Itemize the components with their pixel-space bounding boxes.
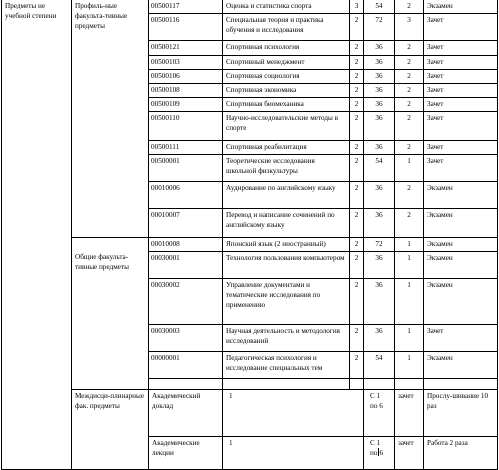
course-assessment: Зачет xyxy=(424,155,498,182)
curriculum-table xyxy=(1,0,498,470)
interdisc-assessment: зачет xyxy=(395,437,424,470)
course-name: Научно-исследовательские методы в спорте xyxy=(223,112,350,141)
course-name: Теоретические исследования школьной физкультуры xyxy=(223,155,350,182)
group-cell-general xyxy=(72,238,149,390)
course-value-c: 1 xyxy=(395,238,424,252)
course-name: Спортивная психология xyxy=(223,41,350,56)
course-hours: 36 xyxy=(364,112,395,141)
course-hours: 72 xyxy=(364,238,395,252)
course-value-a: 3 xyxy=(350,0,364,14)
group-cell-profile: Профиль-ные факульта-тивные предметы xyxy=(72,0,149,238)
course-code: 00030003 xyxy=(149,325,223,352)
course-value-a: 2 xyxy=(350,252,364,279)
course-assessment: Экзамен xyxy=(424,182,498,209)
interdisc-form: Работа 2 раза xyxy=(424,437,498,470)
course-value-c: 1 xyxy=(395,155,424,182)
course-code: 00030001 xyxy=(149,252,223,279)
course-assessment: Зачет xyxy=(424,56,498,70)
course-code: 00030002 xyxy=(149,279,223,325)
course-hours: 36 xyxy=(364,84,395,98)
course-code: 00500106 xyxy=(149,70,223,84)
course-value-c: 1 xyxy=(395,279,424,325)
course-value-a: 2 xyxy=(350,209,364,238)
course-assessment: Зачет xyxy=(424,84,498,98)
course-value-a: 2 xyxy=(350,98,364,112)
table-row xyxy=(2,0,498,14)
course-name: Технология пользования компьютером xyxy=(223,252,350,279)
course-value-c: 2 xyxy=(395,182,424,209)
interdisc-ects: 1 xyxy=(223,390,364,437)
course-value-c: 2 xyxy=(395,70,424,84)
course-value-c: 2 xyxy=(395,56,424,70)
course-value-a: 2 xyxy=(350,14,364,41)
course-code: 00000001 xyxy=(149,352,223,379)
course-assessment: Зачет xyxy=(424,141,498,155)
course-code: 00500111 xyxy=(149,141,223,155)
interdisc-assessment: зачет xyxy=(395,390,424,437)
course-code: 00500109 xyxy=(149,98,223,112)
course-hours: 36 xyxy=(364,41,395,56)
course-value-a: 2 xyxy=(350,112,364,141)
course-hours: 36 xyxy=(364,182,395,209)
course-name: Оценка и статистика спорта xyxy=(223,0,350,14)
course-code: 00500110 xyxy=(149,112,223,141)
interdisc-term: С 1 по 6 xyxy=(364,390,395,437)
course-value-c: 2 xyxy=(395,98,424,112)
course-value-c: 2 xyxy=(395,84,424,98)
course-value-c: 2 xyxy=(395,209,424,238)
course-value-a: 2 xyxy=(350,84,364,98)
course-name: Управление документами и тематические исследования по применению xyxy=(223,279,350,325)
course-code: 00500001 xyxy=(149,155,223,182)
table-row xyxy=(2,390,498,406)
interdisc-ects: 1 xyxy=(223,437,364,470)
course-assessment: Зачет xyxy=(424,112,498,141)
course-value-a: 2 xyxy=(350,279,364,325)
course-hours: 54 xyxy=(364,352,395,379)
course-hours: 36 xyxy=(364,56,395,70)
course-assessment: Экзамен xyxy=(424,209,498,238)
course-hours: 36 xyxy=(364,141,395,155)
course-value-c: 2 xyxy=(395,141,424,155)
course-hours: 36 xyxy=(364,325,395,352)
course-value-c: 1 xyxy=(395,325,424,352)
course-hours: 36 xyxy=(364,98,395,112)
course-assessment: Зачет xyxy=(424,41,498,56)
course-value-a: 2 xyxy=(350,352,364,379)
course-value-a: 2 xyxy=(350,70,364,84)
course-code: 00500117 xyxy=(149,0,223,14)
course-name: Японский язык (2 иностранный) xyxy=(223,238,350,252)
course-assessment: Зачет xyxy=(424,98,498,112)
course-value-c: 1 xyxy=(395,252,424,279)
course-code: 00500103 xyxy=(149,56,223,70)
course-code: 00500121 xyxy=(149,41,223,56)
interdisc-form: Прослу-шивание 10 раз xyxy=(424,390,498,437)
interdisc-name: Академические лекции xyxy=(149,437,223,470)
course-name: Специальная теория и практика обучения и исследования xyxy=(223,14,350,41)
course-value-c: 2 xyxy=(395,112,424,141)
course-hours: 54 xyxy=(364,0,395,14)
interdisc-term: С 1 по 6 xyxy=(364,437,395,470)
course-hours: 36 xyxy=(364,209,395,238)
course-assessment: Зачет xyxy=(424,325,498,352)
course-hours: 72 xyxy=(364,14,395,41)
course-value-c: 2 xyxy=(395,41,424,56)
course-assessment: Экзамен xyxy=(424,0,498,14)
course-assessment: Экзамен xyxy=(424,279,498,325)
course-hours: 36 xyxy=(364,252,395,279)
course-hours: 54 xyxy=(364,155,395,182)
course-name: Перевод и написание сочинений по английскому языку xyxy=(223,209,350,238)
course-assessment: Экзамен xyxy=(424,238,498,252)
course-code: 00500108 xyxy=(149,84,223,98)
category-cell: Предметы не учебной степени xyxy=(2,0,72,470)
course-value-c: 3 xyxy=(395,14,424,41)
course-code: 00500116 xyxy=(149,14,223,41)
course-name: Спортивная реабилитация xyxy=(223,141,350,155)
group-cell-interdisc: Междисци-плинарные фак. предметы xyxy=(72,390,149,470)
course-value-a: 2 xyxy=(350,141,364,155)
course-code: 00010007 xyxy=(149,209,223,238)
group-general-label: Общие факульта-тивные предметы xyxy=(75,253,129,272)
course-value-a: 2 xyxy=(350,238,364,252)
course-name: Спортивная экономика xyxy=(223,84,350,98)
interdisc-name: Академический доклад xyxy=(149,390,223,437)
course-value-a: 2 xyxy=(350,325,364,352)
course-name: Педагогическая психология и исследование специальных тем xyxy=(223,352,350,379)
table-row xyxy=(2,238,498,252)
course-value-a: 2 xyxy=(350,182,364,209)
course-value-a: 2 xyxy=(350,41,364,56)
course-name: Научная деятельность и методология исследований xyxy=(223,325,350,352)
course-code: 00010008 xyxy=(149,238,223,252)
course-name: Спортивная биомеханика xyxy=(223,98,350,112)
course-name: Спортивный менеджмент xyxy=(223,56,350,70)
course-hours: 36 xyxy=(364,70,395,84)
course-value-c: 1 xyxy=(395,352,424,379)
course-assessment: Экзамен xyxy=(424,252,498,279)
course-assessment: Зачет xyxy=(424,14,498,41)
course-hours: 36 xyxy=(364,279,395,325)
course-name: Аудирование по английскому языку xyxy=(223,182,350,209)
course-value-a: 2 xyxy=(350,155,364,182)
course-code: 00010006 xyxy=(149,182,223,209)
course-assessment: Зачет xyxy=(424,70,498,84)
course-value-a: 2 xyxy=(350,56,364,70)
course-value-c: 2 xyxy=(395,0,424,14)
course-name: Спортивная социология xyxy=(223,70,350,84)
course-assessment: Экзамен xyxy=(424,352,498,379)
